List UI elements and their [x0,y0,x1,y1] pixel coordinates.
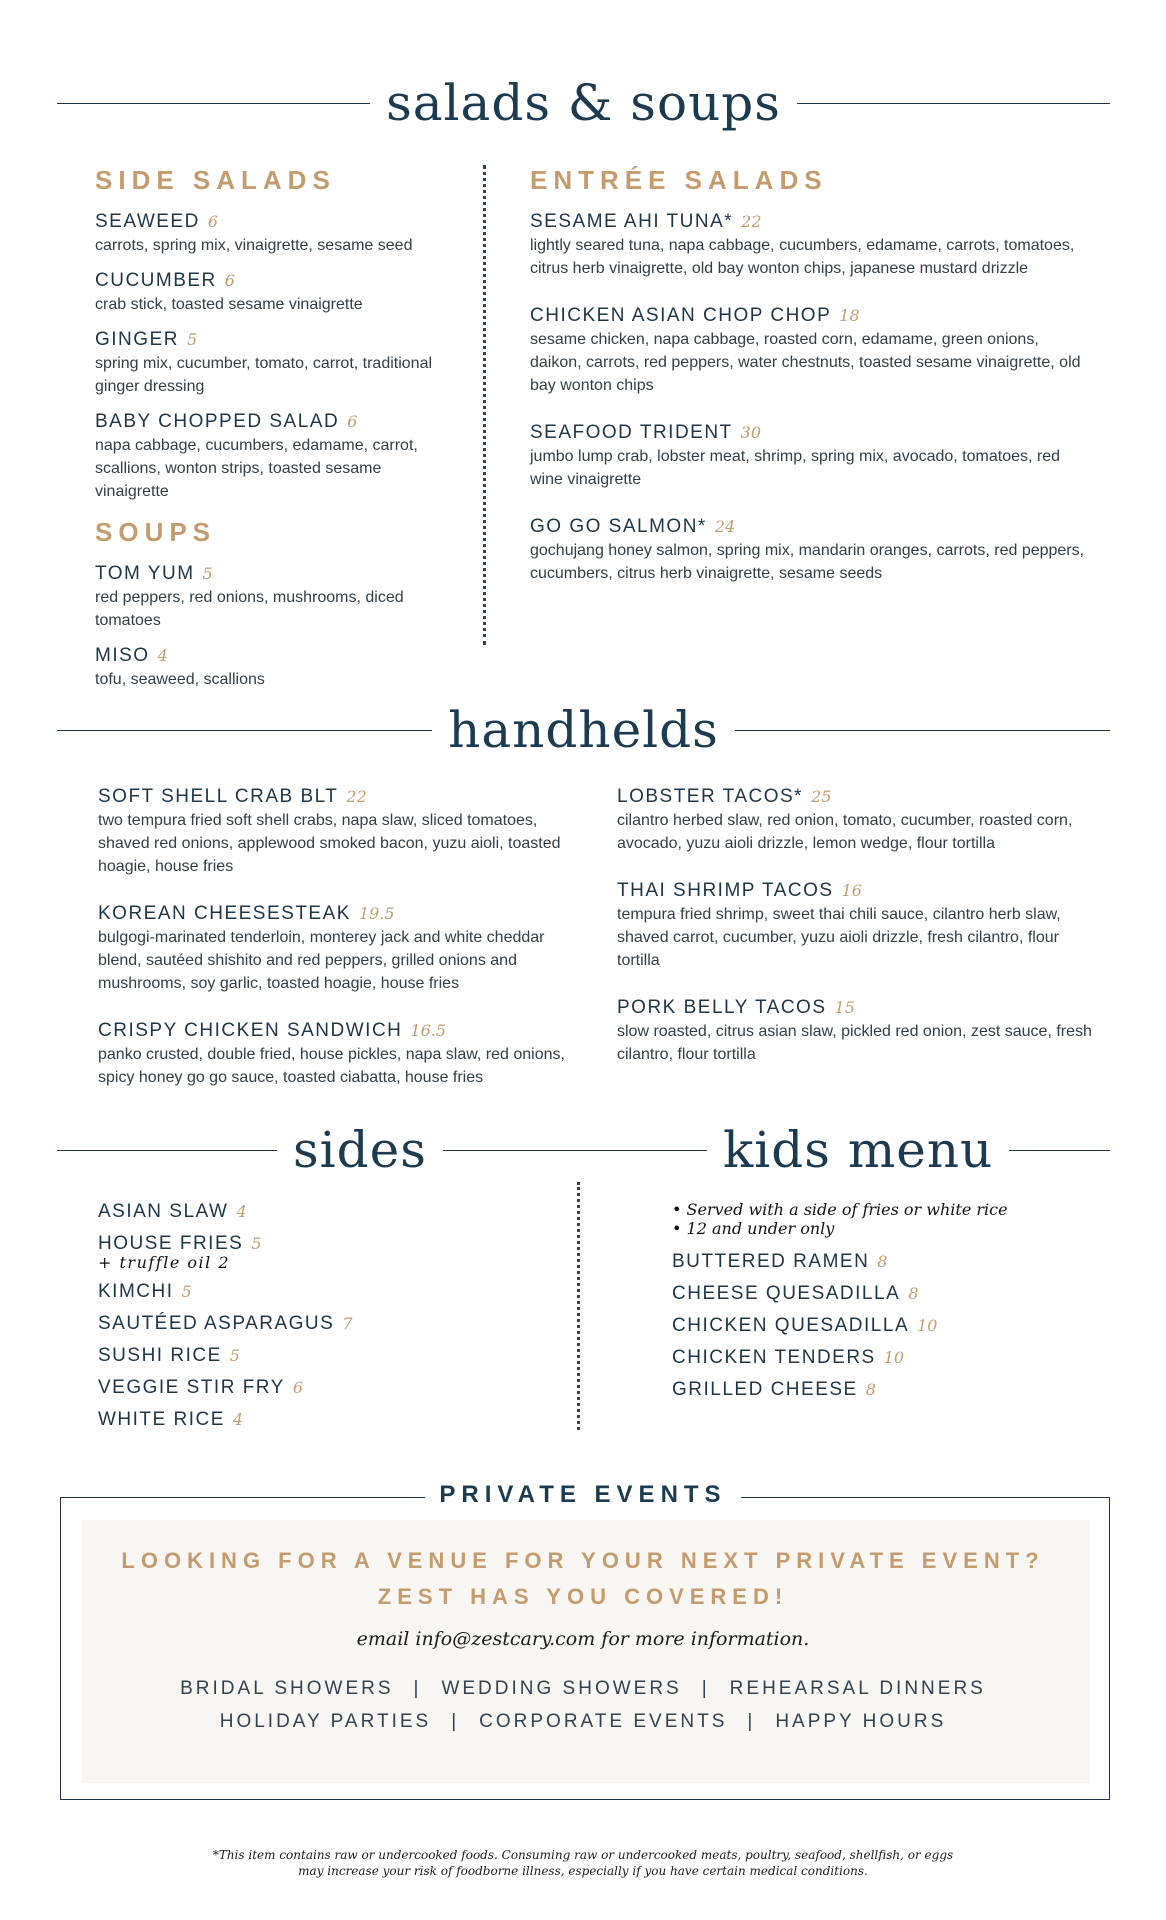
item-price: 7 [342,1314,353,1333]
item-name: KOREAN CHEESESTEAK [98,903,351,924]
item-name: BABY CHOPPED SALAD [95,411,340,432]
menu-item [530,421,1090,491]
item-price: 6 [224,271,235,290]
menu-item [617,785,1097,855]
item-description: slow roasted, citrus asian slaw, pickled red onion, zest sauce, fresh cilantro, flour tortilla [617,1023,1092,1063]
item-name-row [95,562,455,586]
divider [735,730,1110,731]
item-name: SUSHI RICE [98,1345,222,1366]
handhelds-left-list [98,785,578,1089]
category-title: SOUPS [95,517,217,547]
events-email-text: email info@zestcary.com for more information. [356,1628,810,1650]
heading-kids-menu [707,1121,1110,1179]
handhelds-left-column [98,785,578,1113]
item-price: 16.5 [410,1021,447,1040]
category-title: SIDE SALADS [95,165,336,195]
item-price: 18 [839,306,860,325]
item-name-row [530,515,1090,539]
item-name-row [98,785,578,809]
event-type: WEDDING SHOWERS [441,1678,682,1699]
side-salads-list [95,210,455,503]
kids-note: • 12 and under only [672,1219,835,1238]
item-name: GRILLED CHEESE [672,1379,858,1400]
kids-item [672,1378,1092,1402]
item-name: BUTTERED RAMEN [672,1251,870,1272]
kids-item [672,1346,1092,1370]
item-price: 22 [346,787,367,806]
item-name: CHICKEN TENDERS [672,1347,876,1368]
section-heading: handhelds [448,701,719,759]
item-price: 6 [347,412,358,431]
handhelds-right-column [617,785,1097,1090]
events-headline: LOOKING FOR A VENUE FOR YOUR NEXT PRIVATE EVENT? [121,1548,1045,1573]
item-description: sesame chicken, napa cabbage, roasted corn, edamame, green onions, daikon, carrots, red peppers, water chestnuts, toasted sesame vinaigrette, old bay wonton chips [530,331,1081,394]
sides-column [98,1200,518,1440]
separator: | [451,1711,460,1732]
divider [443,1150,707,1151]
item-description: two tempura fried soft shell crabs, napa slaw, sliced tomatoes, shaved red onions, applewood smoked bacon, yuzu aioli, toasted hoagie, house fries [98,812,561,875]
item-description: carrots, spring mix, vinaigrette, sesame seed [95,237,413,254]
item-price: 5 [181,1282,192,1301]
heading-handhelds [57,701,1110,759]
item-name: CHEESE QUESADILLA [672,1283,901,1304]
item-name: SESAME AHI TUNA* [530,211,734,232]
item-description: bulgogi-marinated tenderloin, monterey jack and white cheddar blend, sautéed shishito and red peppers, grilled onions and mushrooms, soy garlic, toasted hoagie, house fries [98,929,545,992]
item-name: SAUTÉED ASPARAGUS [98,1313,335,1334]
item-description: tofu, seaweed, scallions [95,671,265,688]
item-name-row [617,879,1097,903]
raw-food-disclaimer [0,1847,1166,1879]
item-price: 4 [157,646,168,665]
menu-item [617,879,1097,972]
kids-note: • Served with a side of fries or white rice [672,1200,1008,1219]
menu-item [98,785,578,878]
menu-item [95,328,455,398]
disclaimer-line: *This item contains raw or undercooked foods. Consuming raw or undercooked meats, poultry, seafood, shellfish, or eggs [212,1848,954,1862]
item-name-row [530,421,1090,445]
item-name-row [95,410,455,434]
divider [57,730,432,731]
entree-salads-list [530,210,1090,585]
side-salads-column [95,165,455,703]
item-name-row [95,644,455,668]
menu-item [98,902,578,995]
menu-item [98,1019,578,1089]
item-note: + truffle oil 2 [98,1253,231,1272]
item-price: 4 [236,1202,247,1221]
side-item [98,1200,518,1224]
event-type: CORPORATE EVENTS [479,1711,728,1732]
item-price: 5 [251,1234,262,1253]
item-price: 8 [908,1284,919,1303]
menu-item [95,210,455,257]
category-title: ENTRÉE SALADS [530,165,828,195]
item-price: 30 [740,423,762,442]
side-item [98,1344,518,1368]
section-heading: kids menu [723,1121,994,1179]
menu-item [530,210,1090,280]
kids-item [672,1282,1092,1306]
item-name-row [530,210,1090,234]
side-item [98,1280,518,1304]
events-types-row [0,1678,1166,1700]
item-name-row [95,269,455,293]
private-events-title-text: PRIVATE EVENTS [425,1481,740,1508]
event-type: BRIDAL SHOWERS [180,1678,394,1699]
item-price: 6 [207,212,219,231]
item-price: 10 [883,1348,905,1367]
divider [797,103,1110,104]
item-name: CHICKEN QUESADILLA [672,1315,910,1336]
handhelds-right-list [617,785,1097,1066]
item-description: crab stick, toasted sesame vinaigrette [95,296,363,313]
menu-item [95,269,455,316]
kids-item [672,1250,1092,1274]
item-name-row [530,304,1090,328]
item-name: CRISPY CHICKEN SANDWICH [98,1020,403,1041]
menu-item [530,515,1090,585]
item-description: cilantro herbed slaw, red onion, tomato, cucumber, roasted corn, avocado, yuzu aioli drizzle, lemon wedge, flour tortilla [617,812,1073,852]
menu-item [617,996,1097,1066]
item-price: 15 [834,998,855,1017]
item-name: GINGER [95,329,179,350]
item-description: jumbo lump crab, lobster meat, shrimp, spring mix, avocado, tomatoes, red wine vinaigrette [530,448,1060,488]
item-description: spring mix, cucumber, tomato, carrot, traditional ginger dressing [95,355,433,395]
divider [57,103,370,104]
item-price: 8 [865,1380,876,1399]
item-name: GO GO SALMON* [530,516,707,537]
separator: | [701,1678,710,1699]
soups-list [95,562,455,691]
item-price: 25 [811,787,832,806]
sides-list [98,1200,518,1432]
item-name: TOM YUM [95,563,195,584]
item-name: SOFT SHELL CRAB BLT [98,786,339,807]
item-price: 19.5 [358,904,395,923]
dotted-divider [483,165,486,645]
item-name: LOBSTER TACOS* [617,786,804,807]
item-description: gochujang honey salmon, spring mix, mandarin oranges, carrots, red peppers, cucumbers, citrus herb vinaigrette, sesame seeds [530,542,1085,582]
item-price: 22 [741,212,762,231]
section-heading: salads & soups [386,74,781,132]
side-item [98,1408,518,1432]
menu-item [95,410,455,503]
item-name: KIMCHI [98,1281,174,1302]
item-name: SEAWEED [95,211,200,232]
kids-item [672,1314,1092,1338]
dotted-divider [577,1182,580,1430]
item-description: tempura fried shrimp, sweet thai chili sauce, cilantro herb slaw, shaved carrot, cucumber, yuzu aioli drizzle, fresh cilantro, flour tortilla [617,906,1061,969]
item-name-row [98,1019,578,1043]
item-price: 4 [232,1410,244,1429]
item-name-row [95,210,455,234]
side-item [98,1312,518,1336]
item-description: red peppers, red onions, mushrooms, diced tomatoes [95,589,404,629]
item-name: MISO [95,645,150,666]
private-events-title [0,1481,1166,1509]
event-type: REHEARSAL DINNERS [729,1678,986,1699]
item-name: ASIAN SLAW [98,1201,229,1222]
item-description: napa cabbage, cucumbers, edamame, carrot, scallions, wonton strips, toasted sesame vinaigrette [95,437,418,500]
item-price: 8 [877,1252,888,1271]
item-price: 6 [292,1378,304,1397]
item-price: 16 [841,881,862,900]
section-heading: sides [293,1121,427,1179]
side-item [98,1376,518,1400]
item-price: 24 [714,517,736,536]
entree-salads-column [530,165,1090,609]
item-name: HOUSE FRIES [98,1233,244,1254]
item-name: SEAFOOD TRIDENT [530,422,733,443]
item-price: 10 [917,1316,938,1335]
item-name-row [617,996,1097,1020]
item-name: CUCUMBER [95,270,217,291]
divider [57,1150,277,1151]
heading-sides [57,1121,707,1179]
kids-notes [672,1200,1092,1238]
item-price: 5 [186,330,198,349]
events-types-row [0,1711,1166,1733]
menu-item [530,304,1090,397]
item-name: THAI SHRIMP TACOS [617,880,834,901]
separator: | [747,1711,756,1732]
item-name: WHITE RICE [98,1409,225,1430]
disclaimer-line: may increase your risk of foodborne illness, especially if you have certain medical conditions. [298,1864,868,1878]
event-type: HOLIDAY PARTIES [219,1711,432,1732]
separator: | [413,1678,422,1699]
item-price: 5 [229,1346,240,1365]
kids-column [672,1200,1092,1410]
item-name-row [95,328,455,352]
item-description: panko crusted, double fried, house pickles, napa slaw, red onions, spicy honey go go sauce, toasted ciabatta, house fries [98,1046,565,1086]
divider [1009,1150,1110,1151]
item-name: CHICKEN ASIAN CHOP CHOP [530,305,832,326]
event-type: HAPPY HOURS [775,1711,947,1732]
kids-list [672,1250,1092,1402]
item-name-row [98,902,578,926]
item-description: lightly seared tuna, napa cabbage, cucumbers, edamame, carrots, tomatoes, citrus herb vinaigrette, old bay wonton chips, japanese mustard drizzle [530,237,1075,277]
item-name-row [617,785,1097,809]
item-name: VEGGIE STIR FRY [98,1377,285,1398]
item-price: 5 [202,564,213,583]
side-item [98,1232,518,1272]
heading-salads-soups [57,74,1110,132]
item-name: PORK BELLY TACOS [617,997,827,1018]
menu-item [95,644,455,691]
menu-item [95,562,455,632]
events-headline: ZEST HAS YOU COVERED! [377,1584,789,1609]
